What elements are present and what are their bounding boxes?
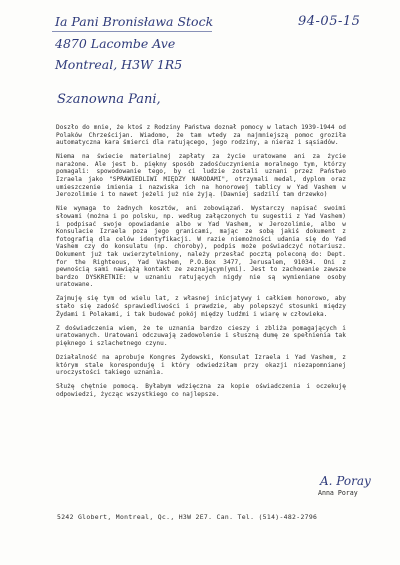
footer-address: 5242 Globert, Montreal, Qc., H3W 2E7. Can. Tel. (514)-482-2796	[57, 513, 318, 521]
handwritten-street-address: 4870 Lacombe Ave	[55, 36, 176, 51]
paragraph-1: Doszło do mnie, że ktoś z Rodziny Państwa doznał pomocy w latach 1939-1944 od Polaków Chrześcijan. Wiadomo, że tam wtedy za najmniejszą pomoc groziła automatyczna kara śmierci dla ratującego, jego rodziny, a nieraz i sąsiadów.	[56, 124, 346, 147]
handwritten-recipient-name: Ia Pani Bronisława Stock	[55, 14, 214, 29]
paragraph-5: Z doświadczenia wiem, że te uznania bardzo cieszy i zbliża pomagających i uratowanych. Uratowani odczuwają zadowolenie i słuszną dumę ze spełnienia tak pięknego i szlachetnego czynu.	[56, 324, 346, 347]
handwritten-city-address: Montreal, H3W 1R5	[55, 57, 183, 72]
recipient-underline	[52, 31, 212, 32]
paragraph-3: Nie wymaga to żadnych kosztów, ani zobowiązań. Wystarczy napisać swoimi słowami (można i po polsku, np. według załączonych tu sugestii z Yad Vashem) i podpisać swoje opowiadanie albo w Yad Vashem, w Jerozolimie, albo w Konsulacie Izraela poza jego granicami, mając ze sobą jakiś dokument z fotografią dla celów identyfikacji. W razie niemożności udania się do Yad Vashem czy do konsulatu (np. choroby), podpis może poświadczyć notariusz. Dokument już tak uwierzytelniony, należy przesłać pocztą poleconą do: Dept. for the Righteous, Yad Vashem, P.O.Box 3477, Jerusalem, 91034. Oni z pewnością sami nawiążą kontakt ze zeznającym(ymi). Jest to zachowanie zawsze bardzo DYSKRETNIE: w uznaniu ratujących nigdy nie są wymieniane osoby uratowane.	[56, 205, 346, 289]
paragraph-6: Działalność na aprobuje Kongres Żydowski, Konsulat Izraela i Yad Vashem, z którym stale koresponduję i który odwiedziłam przy okazji niezapomnianej uroczystości takiego uznania.	[56, 353, 346, 377]
handwritten-signature: A. Poray	[320, 474, 371, 488]
handwritten-date: 94-05-15	[298, 14, 361, 29]
paragraph-7: Służę chętnie pomocą. Byłabym wdzięczna za kopie oświadczenia i oczekuję odpowiedzi, życząc wszystkiego co najlepsze.	[56, 383, 346, 398]
paragraph-4: Zajmuję się tym od wielu lat, z własnej inicjatywy i całkiem honorowo, aby stało się zadość sprawiedliwości i prawdzie, aby polepszyć stosunki między Żydami i Polakami, i tak budować pokój między ludźmi i wiarę w człowieka.	[56, 295, 346, 318]
letter-body	[56, 124, 346, 405]
handwritten-salutation: Szanowna Pani,	[57, 92, 161, 107]
signature-name: Anna Poray	[318, 489, 358, 497]
paragraph-2: Niema na świecie materialnej zapłaty za życie uratowane ani za życie narażone. Ale jest b. piękny sposób zadośćuczynienia moralnego tym, którzy pomagali: spowodowanie tego, by ci ludzie zostali uznani przez Państwo Izraela jako "SPRAWIEDLIWI MIĘDZY NARODAMI", otrzymali medal, dyplom oraz umieszczenie imienia i nazwiska ich na honorowej tablicy w Yad Vashem w Jerozolimie i to nawet jeżeli już nie żyją. (Dawniej sadzili tam drzewko)	[56, 153, 346, 199]
